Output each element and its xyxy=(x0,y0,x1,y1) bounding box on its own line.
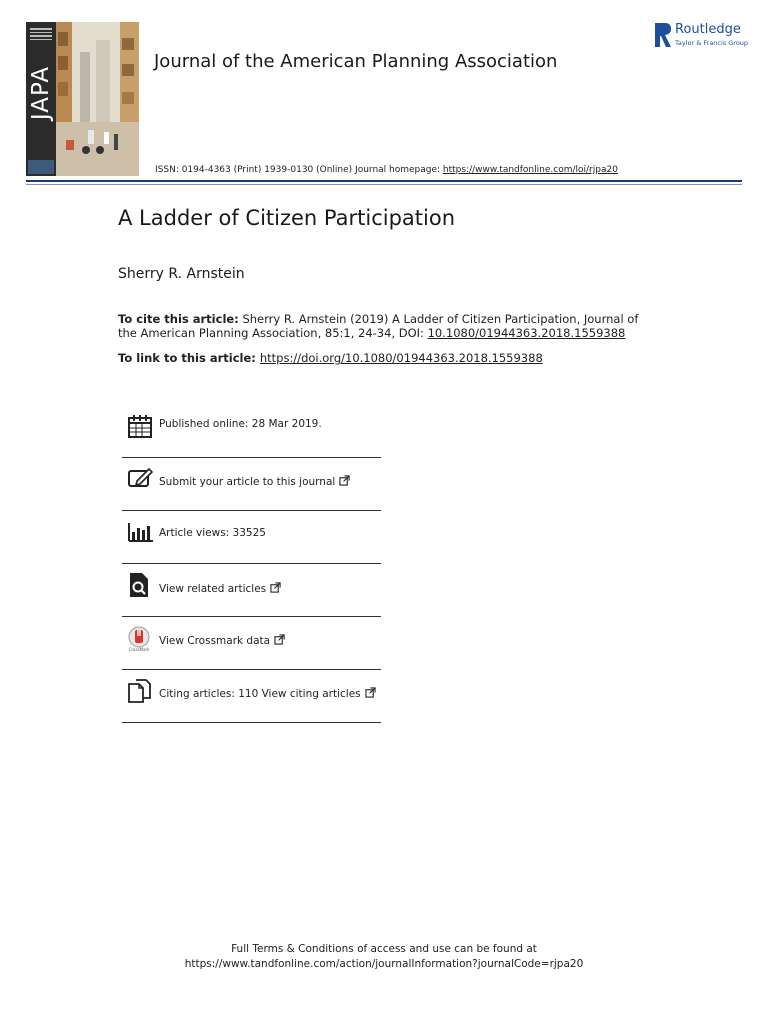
publisher-name: Routledge xyxy=(675,22,741,37)
submit-article-row[interactable] xyxy=(122,458,381,511)
terms-footer xyxy=(0,942,768,972)
crossmark-icon xyxy=(127,626,153,652)
article-title: A Ladder of Citizen Participation xyxy=(118,206,456,230)
terms-line: Full Terms & Conditions of access and use can be found at xyxy=(231,943,537,955)
bar-chart-icon xyxy=(127,521,153,547)
article-author: Sherry R. Arnstein xyxy=(118,266,245,282)
cover-street-illustration xyxy=(56,22,139,176)
external-link-icon xyxy=(365,687,376,698)
issn-line xyxy=(155,165,618,175)
cite-doi-link[interactable]: 10.1080/01944363.2018.1559388 xyxy=(427,326,626,340)
search-document-icon xyxy=(127,572,153,598)
submit-article-label: Submit your article to this journal xyxy=(159,476,336,488)
citation-block xyxy=(118,312,658,340)
journal-homepage-link[interactable]: https://www.tandfonline.com/loi/rjpa20 xyxy=(442,165,618,175)
article-views-row xyxy=(122,511,381,564)
article-info-list xyxy=(122,405,381,723)
header-divider-thin xyxy=(26,184,742,185)
journal-cover-image xyxy=(26,22,139,176)
cover-label: JAPA xyxy=(28,65,54,121)
citing-documents-icon xyxy=(127,678,153,704)
edit-icon xyxy=(127,466,153,492)
issn-text: ISSN: 0194-4363 (Print) 1939-0130 (Online) Journal homepage: xyxy=(155,165,443,175)
header-divider xyxy=(26,180,742,182)
citing-articles-row[interactable] xyxy=(122,670,381,723)
external-link-icon xyxy=(339,475,350,486)
crossmark-label: View Crossmark data xyxy=(159,635,271,647)
cover-spine xyxy=(26,22,56,176)
published-online-row xyxy=(122,405,381,458)
svg-text:CrossMark: CrossMark xyxy=(128,647,150,652)
crossmark-row[interactable] xyxy=(122,617,381,670)
article-link-line xyxy=(118,351,543,365)
citing-articles-label: Citing articles: 110 View citing articles xyxy=(159,688,361,700)
related-articles-row[interactable] xyxy=(122,564,381,617)
terms-url[interactable]: https://www.tandfonline.com/action/journalInformation?journalCode=rjpa20 xyxy=(184,958,584,970)
cite-text: Sherry R. Arnstein (2019) A Ladder of Citizen Participation, Journal of the American Planning Association, 85:1, 24-34, DOI: xyxy=(118,312,639,340)
external-link-icon xyxy=(274,634,285,645)
publisher-subtitle: Taylor & Francis Group xyxy=(675,39,749,47)
journal-title: Journal of the American Planning Association xyxy=(154,51,558,72)
related-articles-label: View related articles xyxy=(159,583,267,595)
cite-label: To cite this article: xyxy=(118,312,239,326)
routledge-r-icon xyxy=(654,22,672,48)
external-link-icon xyxy=(270,582,281,593)
article-doi-link[interactable]: https://doi.org/10.1080/01944363.2018.1559388 xyxy=(259,351,543,365)
routledge-logo[interactable] xyxy=(654,22,749,50)
article-views-label: Article views: 33525 xyxy=(159,527,266,539)
calendar-icon xyxy=(127,413,153,439)
published-online-label: Published online: 28 Mar 2019. xyxy=(159,418,322,430)
link-label: To link to this article: xyxy=(118,351,260,365)
